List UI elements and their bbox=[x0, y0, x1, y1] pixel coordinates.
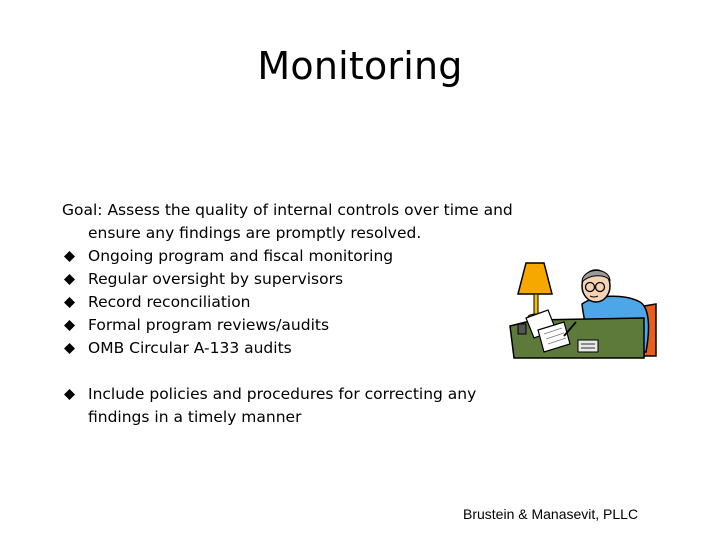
list-item bbox=[62, 314, 532, 337]
list-item bbox=[62, 383, 532, 429]
man-at-desk-clipart bbox=[504, 260, 660, 360]
bullet-text: OMB Circular A-133 audits bbox=[88, 339, 292, 357]
bullet-text: Formal program reviews/audits bbox=[88, 316, 330, 334]
diamond-bullet-icon bbox=[64, 389, 75, 400]
list-item bbox=[62, 245, 532, 268]
goal-text: Goal: Assess the quality of internal controls over time and ensure any findings are promptly resolved. bbox=[62, 201, 513, 242]
diamond-bullet-icon bbox=[64, 343, 75, 354]
slide-body bbox=[62, 199, 532, 429]
bullet-text: Ongoing program and fiscal monitoring bbox=[88, 247, 394, 265]
diamond-bullet-icon bbox=[64, 297, 75, 308]
list-item bbox=[62, 291, 532, 314]
diamond-bullet-icon bbox=[64, 320, 75, 331]
bullet-text: Record reconciliation bbox=[88, 293, 251, 311]
diamond-bullet-icon bbox=[64, 274, 75, 285]
bullet-text: Include policies and procedures for correcting any findings in a timely manner bbox=[88, 385, 477, 426]
footer-credit: Brustein & Manasevit, PLLC bbox=[463, 506, 639, 522]
diamond-bullet-icon bbox=[64, 251, 75, 262]
extra-bullet-list bbox=[62, 383, 532, 429]
bullet-text: Regular oversight by supervisors bbox=[88, 270, 344, 288]
slide-title: Monitoring bbox=[257, 44, 463, 88]
list-item bbox=[62, 268, 532, 291]
list-item bbox=[62, 337, 532, 360]
bullet-list bbox=[62, 245, 532, 360]
spacer bbox=[62, 360, 532, 383]
